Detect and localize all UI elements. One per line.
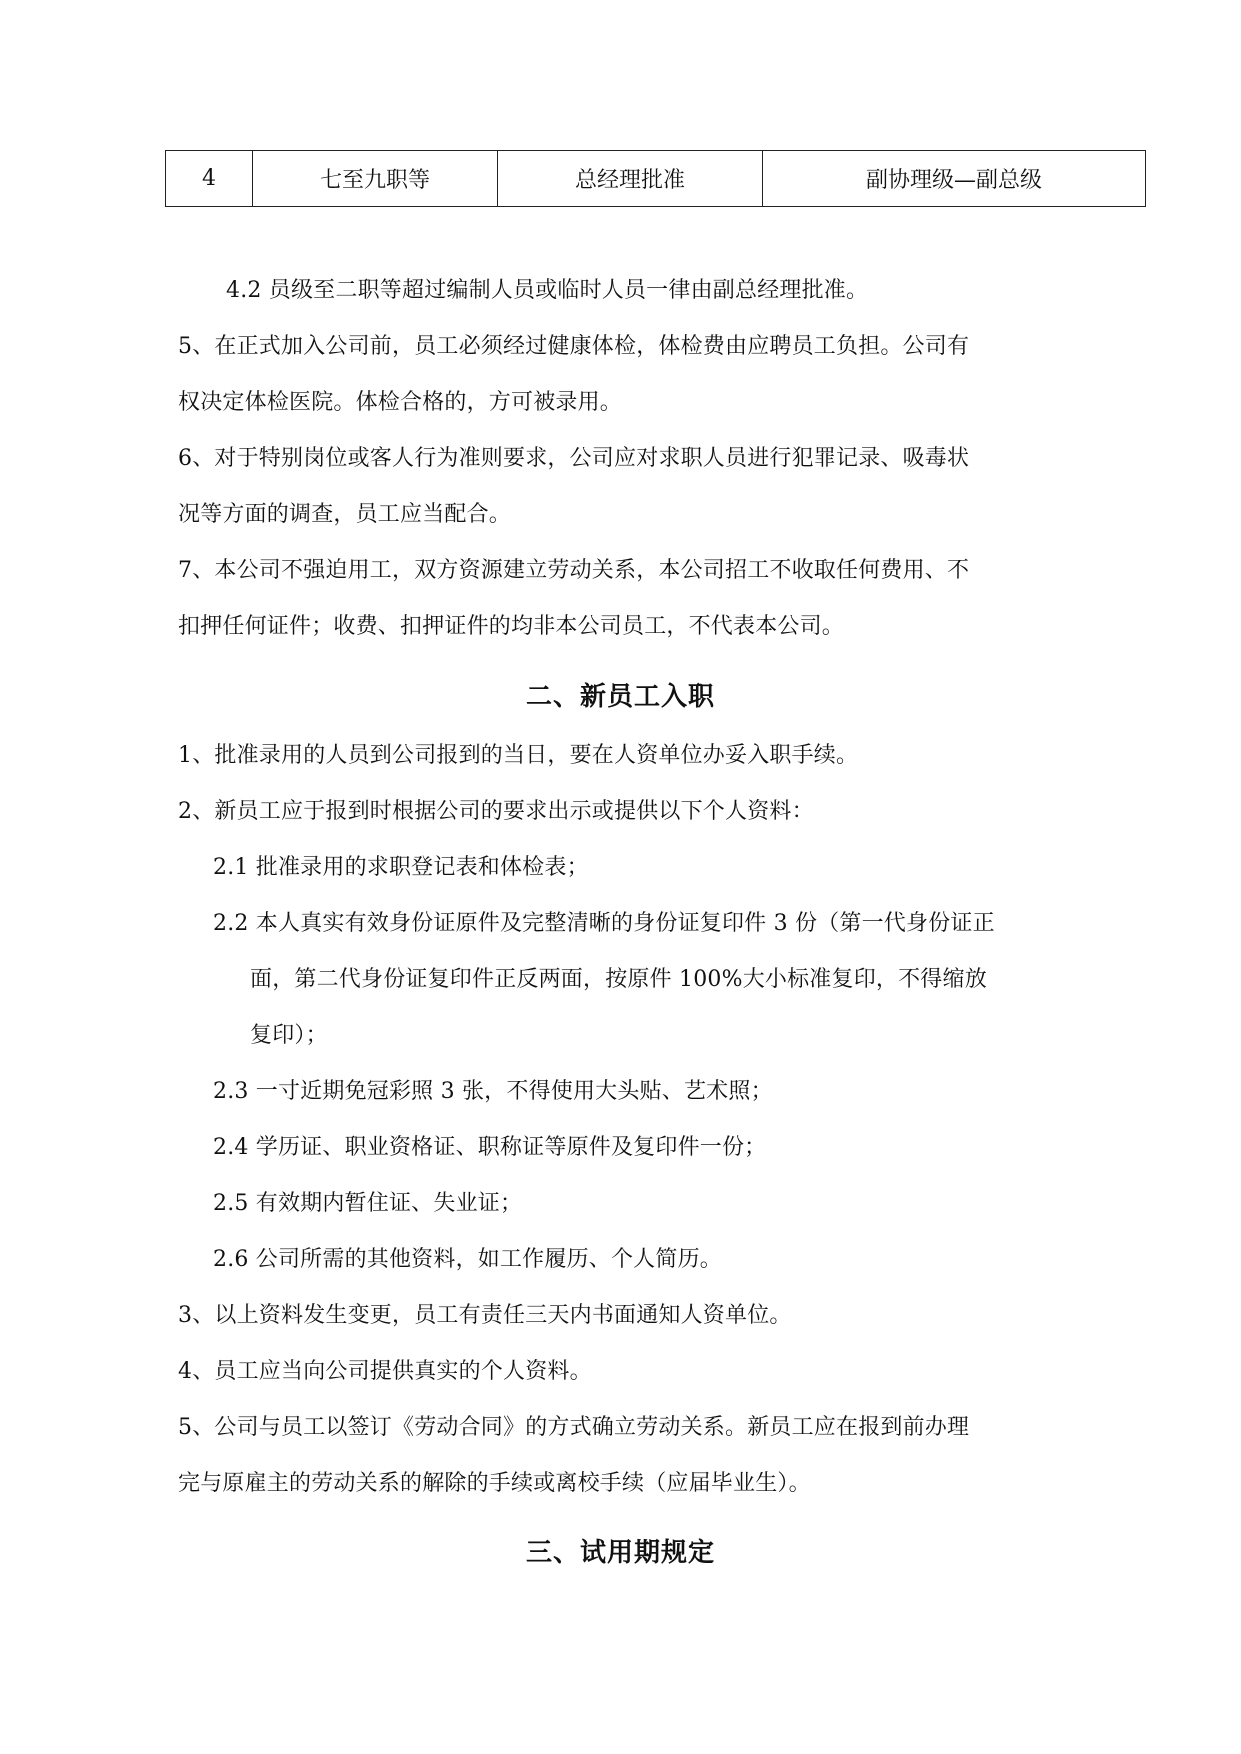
table-cell-level: 副协理级—副总级: [763, 151, 1146, 207]
paragraph-line: 5、公司与员工以签订《劳动合同》的方式确立劳动关系。新员工应在报到前办理: [178, 1415, 970, 1440]
section-heading: 三、试用期规定: [525, 1538, 715, 1568]
table-row: [166, 151, 1146, 207]
paragraph-line: 2.4 学历证、职业资格证、职称证等原件及复印件一份；: [213, 1135, 767, 1160]
paragraph-line: 3、以上资料发生变更，员工有责任三天内书面通知人资单位。: [178, 1303, 792, 1328]
paragraph-line: 扣押任何证件；收费、扣押证件的均非本公司员工，不代表本公司。: [178, 614, 845, 639]
approval-table: [165, 150, 1146, 207]
paragraph-line: 况等方面的调查，员工应当配合。: [178, 502, 512, 527]
paragraph-line: 复印）；: [250, 1023, 328, 1048]
paragraph-line: 7、本公司不强迫用工，双方资源建立劳动关系，本公司招工不收取任何费用、不: [178, 558, 970, 583]
table-cell-number: 4: [166, 151, 253, 207]
paragraph-line: 面，第二代身份证复印件正反两面，按原件 100%大小标准复印，不得缩放: [250, 967, 987, 992]
table-cell-approval: 总经理批准: [498, 151, 763, 207]
paragraph-line: 6、对于特别岗位或客人行为准则要求，公司应对求职人员进行犯罪记录、吸毒状: [178, 446, 970, 471]
table-cell-grade: 七至九职等: [253, 151, 498, 207]
paragraph-line: 2.5 有效期内暂住证、失业证；: [213, 1191, 523, 1216]
paragraph-line: 2.3 一寸近期免冠彩照 3 张，不得使用大头贴、艺术照；: [213, 1079, 773, 1104]
paragraph-line: 1、批准录用的人员到公司报到的当日，要在人资单位办妥入职手续。: [178, 743, 859, 768]
paragraph-line: 2.6 公司所需的其他资料，如工作履历、个人简历。: [213, 1247, 722, 1272]
paragraph-line: 2.1 批准录用的求职登记表和体检表；: [213, 855, 589, 880]
paragraph-line: 5、在正式加入公司前，员工必须经过健康体检，体检费由应聘员工负担。公司有: [178, 334, 970, 359]
paragraph-line: 2、新员工应于报到时根据公司的要求出示或提供以下个人资料：: [178, 799, 814, 824]
section-heading: 二、新员工入职: [525, 682, 715, 712]
paragraph-line: 2.2 本人真实有效身份证原件及完整清晰的身份证复印件 3 份（第一代身份证正: [213, 911, 995, 936]
paragraph-line: 4、员工应当向公司提供真实的个人资料。: [178, 1359, 592, 1384]
paragraph-line: 4.2 员级至二职等超过编制人员或临时人员一律由副总经理批准。: [226, 278, 869, 303]
paragraph-line: 权决定体检医院。体检合格的，方可被录用。: [178, 390, 623, 415]
paragraph-line: 完与原雇主的劳动关系的解除的手续或离校手续（应届毕业生）。: [178, 1471, 811, 1496]
